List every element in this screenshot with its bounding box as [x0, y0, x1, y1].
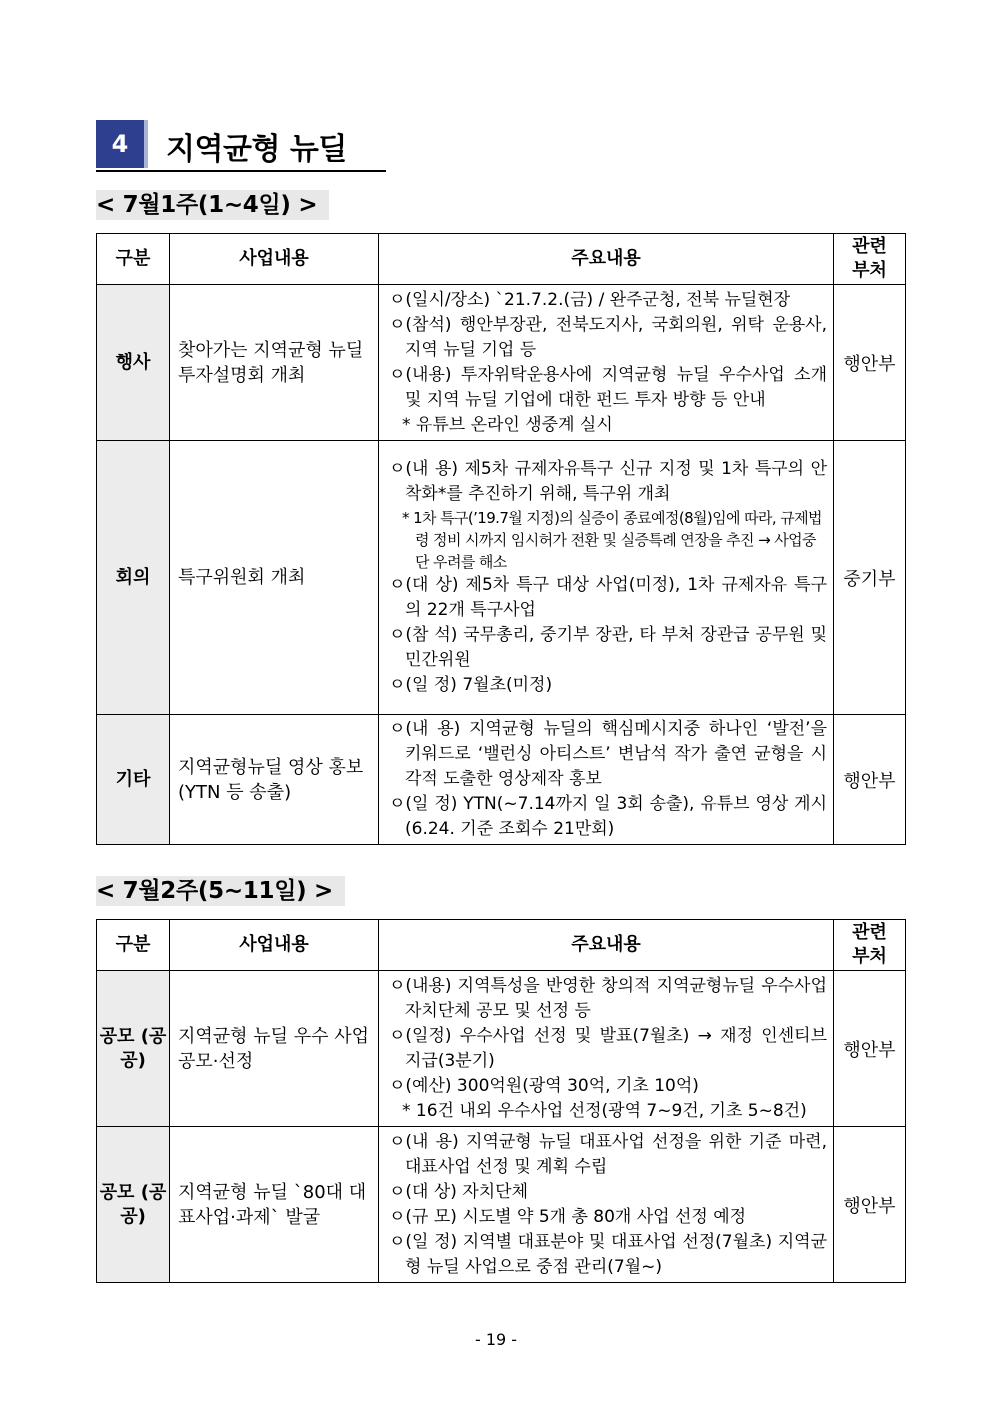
content-item: ㅇ(내용) 지역특성을 반영한 창의적 지역균형뉴딜 우수사업 자치단체 공모 및 선정 등: [389, 975, 827, 1021]
row-project: 찾아가는 지역균형 뉴딜 투자설명회 개최: [170, 285, 379, 441]
row-category: 회의: [97, 441, 170, 715]
table-header-row: [97, 234, 906, 285]
table-header-row: [97, 920, 906, 971]
content-item: ㅇ(일 정) YTN(~7.14까지 일 3회 송출), 유튜브 영상 게시(6.24. 기준 조회수 21만회): [389, 794, 827, 839]
content-item: ㅇ(예산) 300억원(광역 30억, 기초 10억): [389, 1075, 699, 1096]
content-item: ㅇ(참석) 행안부장관, 전북도지사, 국회의원, 위탁 운용사, 지역 뉴딜 기업 등: [389, 314, 827, 360]
content-item: ㅇ(일시/장소) `21.7.2.(금) / 완주군청, 전북 뉴딜현장: [389, 289, 791, 310]
section-number: 4: [96, 120, 148, 168]
row-department: 행안부: [834, 971, 906, 1127]
content-item: ㅇ(내용) 투자위탁운용사에 지역균형 뉴딜 우수사업 소개 및 지역 뉴딜 기업에 대한 펀드 투자 방향 등 안내: [389, 364, 827, 410]
content-item: ㅇ(규 모) 시도별 약 5개 총 80개 사업 선정 예정: [389, 1206, 747, 1227]
row-project: 지역균형뉴딜 영상 홍보(YTN 등 송출): [170, 715, 379, 845]
row-project: 지역균형 뉴딜 우수 사업 공모·선정: [170, 971, 379, 1127]
header-dept-line2: 부처: [852, 260, 887, 281]
table-row: [97, 441, 906, 715]
row-content: [379, 1127, 834, 1283]
row-content: [379, 715, 834, 845]
row-category: 공모 (공공): [97, 971, 170, 1127]
content-note: * 1차 특구(’19.7월 지정)의 실증이 종료예정(8월)임에 따라, 규제법령 정비 시까지 임시허가 전환 및 실증특례 연장을 추진 → 사업중단 우려를 해소: [402, 509, 822, 571]
header-category: 구분: [97, 234, 170, 285]
header-dept-line2: 부처: [852, 946, 887, 967]
row-category: 행사: [97, 285, 170, 441]
content-item: ㅇ(대 상) 제5차 특구 대상 사업(미정), 1차 규제자유 특구의 22개 특구사업: [389, 575, 827, 620]
header-content: 주요내용: [379, 234, 834, 285]
content-item: ㅇ(일 정) 7월초(미정): [389, 675, 553, 695]
row-category: 공모 (공공): [97, 1127, 170, 1283]
content-item: ㅇ(일정) 우수사업 선정 및 발표(7월초) → 재정 인센티브 지급(3분기): [389, 1025, 827, 1071]
week2-table: [96, 919, 906, 1283]
header-project: 사업내용: [170, 234, 379, 285]
row-content: [379, 285, 834, 441]
row-category: 기타: [97, 715, 170, 845]
page-number: - 19 -: [474, 1330, 518, 1349]
content-item: ㅇ(내 용) 지역균형 뉴딜 대표사업 선정을 위한 기준 마련, 대표사업 선정 및 계획 수립: [389, 1131, 827, 1177]
header-department: [834, 920, 906, 971]
header-category: 구분: [97, 920, 170, 971]
header-content: 주요내용: [379, 920, 834, 971]
content-item: ㅇ(일 정) 지역별 대표분야 및 대표사업 선정(7월초) 지역균형 뉴딜 사업으로 중점 관리(7월~): [389, 1231, 827, 1277]
content-item: ㅇ(내 용) 제5차 규제자유특구 신규 지정 및 1차 특구의 안착화*를 추진하기 위해, 특구위 개최: [389, 459, 827, 504]
content-note: * 유튜브 온라인 생중계 실시: [402, 414, 613, 435]
row-department: 행안부: [834, 715, 906, 845]
row-content: [379, 971, 834, 1127]
week1-title: < 7월1주(1~4일) >: [96, 190, 329, 220]
section-heading: [96, 120, 386, 172]
header-dept-line1: 관련: [852, 236, 887, 257]
week2-title: < 7월2주(5~11일) >: [96, 876, 345, 906]
content-item: ㅇ(내 용) 지역균형 뉴딜의 핵심메시지중 하나인 ‘발전’을 키워드로 ‘밸런싱 아티스트’ 변남석 작가 출연 균형을 시각적 도출한 영상제작 홍보: [389, 719, 827, 789]
row-project: 지역균형 뉴딜 `80대 대표사업·과제` 발굴: [170, 1127, 379, 1283]
week1-table: [96, 233, 906, 845]
row-department: 행안부: [834, 285, 906, 441]
content-item: ㅇ(대 상) 자치단체: [389, 1181, 529, 1202]
row-department: 중기부: [834, 441, 906, 715]
header-project: 사업내용: [170, 920, 379, 971]
content-note: * 16건 내외 우수사업 선정(광역 7~9건, 기초 5~8건): [402, 1100, 807, 1121]
section-title: 지역균형 뉴딜: [166, 132, 347, 167]
table-row: [97, 971, 906, 1127]
table-row: [97, 1127, 906, 1283]
table-row: [97, 285, 906, 441]
header-dept-line1: 관련: [852, 922, 887, 943]
header-department: [834, 234, 906, 285]
row-project: 특구위원회 개최: [170, 441, 379, 715]
content-item: ㅇ(참 석) 국무총리, 중기부 장관, 타 부처 장관급 공무원 및 민간위원: [389, 625, 827, 670]
row-department: 행안부: [834, 1127, 906, 1283]
table-row: [97, 715, 906, 845]
row-content: [379, 441, 834, 715]
